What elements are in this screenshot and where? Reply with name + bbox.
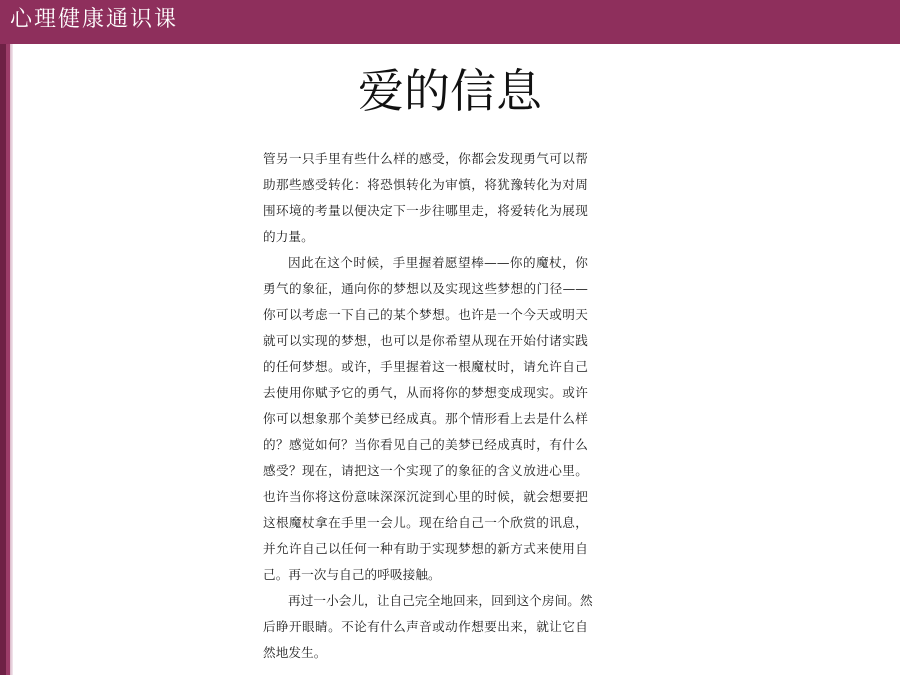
text-line: 去使用你赋予它的勇气，从而将你的梦想变成现实。或许 xyxy=(263,385,588,400)
left-decorative-rail xyxy=(0,44,13,675)
text-line: 围环境的考量以便决定下一步往哪里走，将爱转化为展现 xyxy=(263,203,588,218)
paragraph-3 xyxy=(263,588,593,666)
text-line: 己。再一次与自己的呼吸接触。 xyxy=(263,567,441,582)
text-line: 你可以想象那个美梦已经成真。那个情形看上去是什么样 xyxy=(263,411,588,426)
course-title: 心理健康通识课 xyxy=(10,7,179,32)
text-line: 也许当你将这份意味深深沉淀到心里的时候，就会想要把 xyxy=(263,489,588,504)
text-line: 这根魔杖拿在手里一会儿。现在给自己一个欣赏的讯息， xyxy=(263,515,588,530)
paragraph-2 xyxy=(263,250,588,588)
text-line: 因此在这个时候，手里握着愿望棒——你的魔杖，你 xyxy=(288,255,588,270)
text-line: 并允许自己以任何一种有助于实现梦想的新方式来使用自 xyxy=(263,541,588,556)
text-line: 再过一小会儿，让自己完全地回来，回到这个房间。然 xyxy=(288,593,593,608)
text-line: 的？感觉如何？当你看见自己的美梦已经成真时，有什么 xyxy=(263,437,588,452)
text-line: 勇气的象征，通向你的梦想以及实现这些梦想的门径—— xyxy=(263,281,588,296)
text-line: 的任何梦想。或许，手里握着这一根魔杖时，请允许自己 xyxy=(263,359,588,374)
text-line: 就可以实现的梦想，也可以是你希望从现在开始付诸实践 xyxy=(263,333,588,348)
page-title: 爱的信息 xyxy=(358,64,542,118)
text-line: 你可以考虑一下自己的某个梦想。也许是一个今天或明天 xyxy=(263,307,588,322)
text-line: 助那些感受转化：将恐惧转化为审慎，将犹豫转化为对周 xyxy=(263,177,588,192)
article-body xyxy=(263,146,593,666)
header-bar xyxy=(0,0,900,44)
paragraph-1 xyxy=(263,146,588,250)
text-line: 后睁开眼睛。不论有什么声音或动作想要出来，就让它自 xyxy=(263,619,588,634)
text-line: 感受？现在，请把这一个实现了的象征的含义放进心里。 xyxy=(263,463,588,478)
text-line: 然地发生。 xyxy=(263,645,327,660)
text-line: 的力量。 xyxy=(263,229,314,244)
text-line: 管另一只手里有些什么样的感受，你都会发现勇气可以帮 xyxy=(263,151,588,166)
